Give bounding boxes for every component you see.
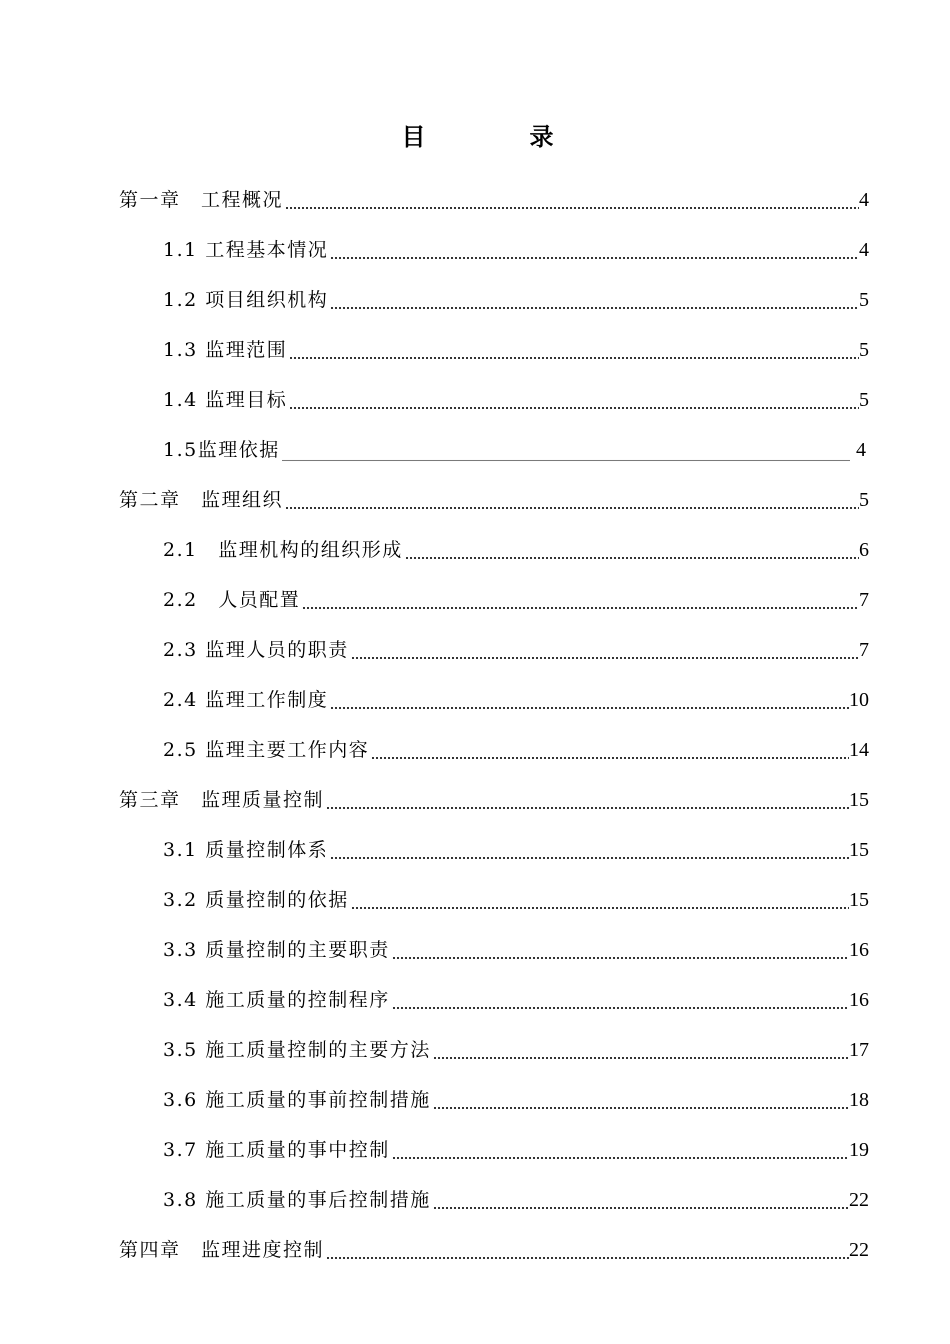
toc-page-number: 4 <box>859 189 869 211</box>
toc-entry[interactable] <box>163 225 869 275</box>
toc-entry[interactable] <box>119 175 869 225</box>
toc-entry[interactable] <box>163 425 866 475</box>
toc-entry[interactable] <box>163 1025 869 1075</box>
toc-entry-label: 2.4 监理工作制度 <box>163 689 329 711</box>
toc-entry[interactable] <box>163 525 869 575</box>
toc-page-number: 15 <box>849 889 869 911</box>
toc-page-number: 16 <box>849 989 869 1011</box>
toc-page-number: 6 <box>859 539 869 561</box>
toc-entry[interactable] <box>163 875 869 925</box>
toc-entry-label: 2.1 监理机构的组织形成 <box>163 539 403 561</box>
toc-entry-label: 2.3 监理人员的职责 <box>163 639 349 661</box>
toc-entry[interactable] <box>163 375 869 425</box>
dot-leader <box>330 252 859 260</box>
toc-entry-label: 3.8 施工质量的事后控制措施 <box>163 1189 431 1211</box>
toc-entry-label: 1.4 监理目标 <box>163 389 288 411</box>
dot-leader <box>330 852 849 860</box>
toc-page-number: 18 <box>849 1089 869 1111</box>
dot-leader <box>371 752 849 760</box>
dot-leader <box>392 952 849 960</box>
toc-page-number: 4 <box>856 439 866 461</box>
toc-entry[interactable] <box>163 925 869 975</box>
dot-leader <box>289 402 859 410</box>
toc-page-number: 4 <box>859 239 869 261</box>
toc-entry[interactable] <box>163 1125 869 1175</box>
dot-leader <box>330 302 859 310</box>
dot-leader <box>289 352 859 360</box>
toc-page-number: 5 <box>859 339 869 361</box>
toc-page-number: 10 <box>849 689 869 711</box>
toc-page-number: 17 <box>849 1039 869 1061</box>
toc-entry[interactable] <box>163 325 869 375</box>
toc-entry[interactable] <box>119 775 869 825</box>
dot-leader <box>433 1052 849 1060</box>
toc-entry[interactable] <box>163 575 869 625</box>
toc-page-number: 7 <box>859 639 869 661</box>
toc-entry-label: 第三章 监理质量控制 <box>119 789 325 811</box>
dot-leader <box>326 1252 849 1260</box>
toc-page-number: 15 <box>849 839 869 861</box>
toc-entry[interactable] <box>163 675 869 725</box>
toc-entry[interactable] <box>163 975 869 1025</box>
toc-page-number: 5 <box>859 289 869 311</box>
toc-entry[interactable] <box>163 1075 869 1125</box>
dot-leader <box>285 502 859 510</box>
toc-entry-label: 2.5 监理主要工作内容 <box>163 739 370 761</box>
dot-leader <box>302 602 859 610</box>
toc-page-number: 5 <box>859 489 869 511</box>
dot-leader <box>326 802 849 810</box>
toc-entry[interactable] <box>163 725 869 775</box>
toc-entry[interactable] <box>163 625 869 675</box>
toc-entry-label: 1.3 监理范围 <box>163 339 288 361</box>
toc-entry-label: 1.2 项目组织机构 <box>163 289 329 311</box>
toc-entry[interactable] <box>119 1225 869 1275</box>
toc-page-number: 19 <box>849 1139 869 1161</box>
toc-page-number: 22 <box>849 1189 869 1211</box>
toc-entry-label: 第四章 监理进度控制 <box>119 1239 325 1261</box>
toc-page-number: 22 <box>849 1239 869 1261</box>
toc-entry[interactable] <box>163 825 869 875</box>
toc-entry-label: 3.3 质量控制的主要职责 <box>163 939 390 961</box>
dot-leader <box>351 652 859 660</box>
toc-entry-label: 1.1 工程基本情况 <box>163 239 329 261</box>
toc-entry[interactable] <box>163 1175 869 1225</box>
toc-entry[interactable] <box>163 275 869 325</box>
dot-leader <box>392 1152 849 1160</box>
toc-title: 目 录 <box>401 122 594 151</box>
dot-leader <box>351 902 849 910</box>
dot-leader <box>392 1002 849 1010</box>
toc-entry-label: 2.2 人员配置 <box>163 589 301 611</box>
dot-leader <box>285 202 859 210</box>
toc-entry-label: 3.6 施工质量的事前控制措施 <box>163 1089 431 1111</box>
toc-entry-label: 1.5监理依据 <box>163 439 280 461</box>
toc-entry-label: 3.1 质量控制体系 <box>163 839 329 861</box>
toc-entry-label: 3.7 施工质量的事中控制 <box>163 1139 390 1161</box>
toc-entry-label: 3.2 质量控制的依据 <box>163 889 349 911</box>
toc-page-number: 16 <box>849 939 869 961</box>
dot-leader <box>282 458 850 462</box>
dot-leader <box>330 702 849 710</box>
toc-page-number: 15 <box>849 789 869 811</box>
toc-entry[interactable] <box>119 475 869 525</box>
toc-entry-label: 第一章 工程概况 <box>119 189 284 211</box>
dot-leader <box>433 1202 849 1210</box>
toc-entry-label: 第二章 监理组织 <box>119 489 284 511</box>
toc-page-number: 5 <box>859 389 869 411</box>
toc-entry-label: 3.4 施工质量的控制程序 <box>163 989 390 1011</box>
dot-leader <box>405 552 859 560</box>
dot-leader <box>433 1102 849 1110</box>
toc-page-number: 14 <box>849 739 869 761</box>
toc-page-number: 7 <box>859 589 869 611</box>
toc-entry-label: 3.5 施工质量控制的主要方法 <box>163 1039 431 1061</box>
